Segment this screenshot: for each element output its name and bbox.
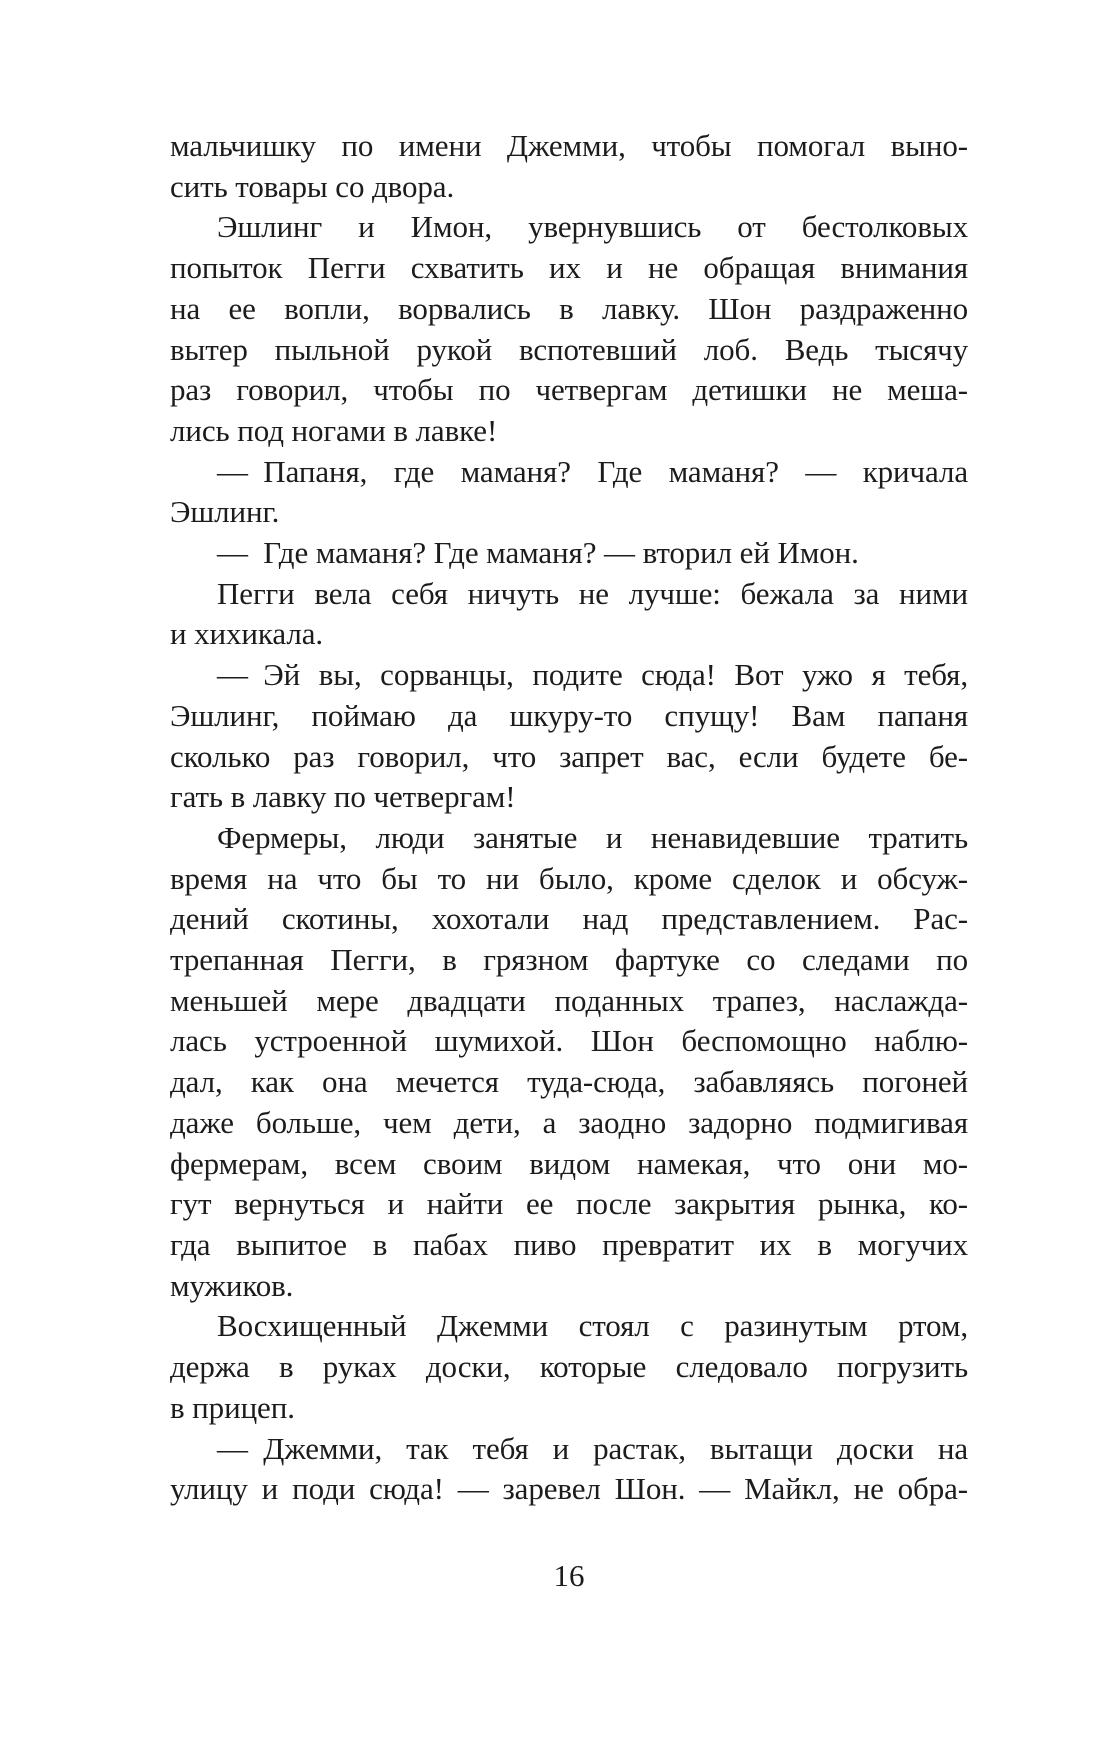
text-line: — Джемми, так тебя и растак, вытащи доски на	[217, 1430, 968, 1466]
text-line: Восхищенный Джемми стоял с разинутым ртом,	[217, 1308, 968, 1344]
text-line: гут вернуться и найти ее после закрытия рынка, ко-	[170, 1186, 968, 1222]
text-line: — Где маманя? Где маманя? — вторил ей Имон.	[217, 535, 859, 571]
text-line: сить товары со двора.	[170, 168, 455, 204]
text-line: мужиков.	[170, 1267, 294, 1303]
text-line: раз говорил, чтобы по четвергам детишки не меша-	[170, 372, 968, 408]
text-line: Фермеры, люди занятые и ненавидевшие тратить	[217, 819, 968, 855]
text-line: лись под ногами в лавке!	[170, 412, 498, 448]
page-text	[170, 126, 968, 1510]
text-line: — Папаня, где маманя? Где маманя? — кричала	[217, 453, 968, 489]
text-line: Пегги вела себя ничуть не лучше: бежала за ними	[217, 575, 968, 611]
text-line: даже больше, чем дети, а заодно задорно подмигивая	[170, 1104, 968, 1140]
text-line: дений скотины, хохотали над представлением. Рас-	[170, 901, 968, 937]
text-line: лась устроенной шумихой. Шон беспомощно наблю-	[170, 1023, 968, 1059]
text-line: Эшлинг, поймаю да шкуру-то спущу! Вам папаня	[170, 697, 968, 733]
text-line: дал, как она мечется туда-сюда, забавляясь погоней	[170, 1064, 968, 1100]
text-line: в прицеп.	[170, 1389, 295, 1425]
text-line: вытер пыльной рукой вспотевший лоб. Ведь тысячу	[170, 331, 968, 367]
text-line: на ее вопли, ворвались в лавку. Шон раздраженно	[170, 290, 968, 326]
text-line: держа в руках доски, которые следовало погрузить	[170, 1349, 968, 1385]
text-line: меньшей мере двадцати поданных трапез, наслажда-	[170, 982, 968, 1018]
page-number: 16	[553, 1558, 585, 1593]
text-line: мальчишку по имени Джемми, чтобы помогал выно-	[170, 128, 968, 163]
text-line: время на что бы то ни было, кроме сделок и обсуж-	[170, 860, 968, 896]
text-line: трепанная Пегги, в грязном фартуке со следами по	[170, 942, 968, 978]
text-line: фермерам, всем своим видом намекая, что они мо-	[170, 1145, 968, 1181]
text-line: Эшлинг.	[170, 494, 280, 530]
text-line: улицу и поди сюда! — заревел Шон. — Майкл, не обра-	[170, 1471, 968, 1507]
text-line: Эшлинг и Имон, увернувшись от бестолковых	[217, 209, 968, 245]
text-line: гда выпитое в пабах пиво превратит их в могучих	[170, 1226, 968, 1262]
text-line: — Эй вы, сорванцы, подите сюда! Вот ужо я тебя,	[217, 657, 968, 693]
text-line: попыток Пегги схватить их и не обращая внимания	[170, 250, 968, 286]
text-line: сколько раз говорил, что запрет вас, если будете бе-	[170, 738, 968, 774]
text-line: гать в лавку по четвергам!	[170, 779, 516, 815]
text-line: и хихикала.	[170, 616, 324, 652]
